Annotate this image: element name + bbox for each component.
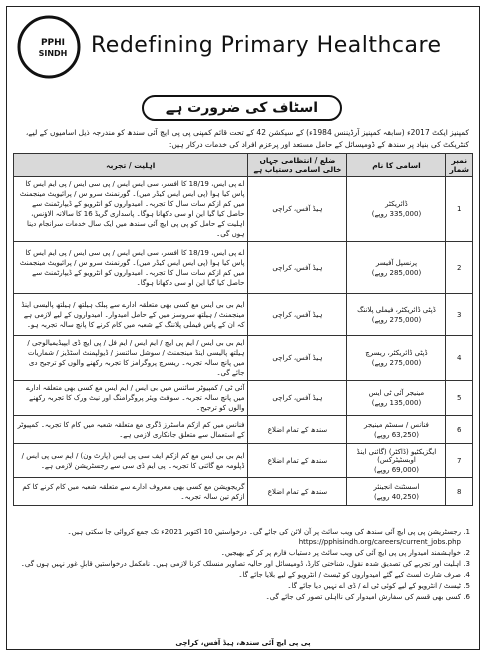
row-position [347, 416, 446, 444]
position-salary: (135,000 روپے) [371, 399, 422, 407]
logo-text-bottom: SINDH [38, 49, 68, 58]
note-item: 2. خواہشمند امیدوار پی پی ایچ آئی کی ویب سائٹ پر دستیاب فارم پر کر کے بھیجیں۔ [15, 548, 461, 558]
position-salary: (275,000 روپے) [371, 359, 422, 367]
header-position: اسامی کا نام [347, 154, 446, 177]
position-title: فنانس / سسٹم مینیجر [364, 420, 429, 429]
row-position [347, 336, 446, 381]
header [7, 7, 479, 87]
note-text: رجسٹریشن پی پی ایچ آئی سندھ کی ویب سائٹ پر آن لائن کی جائے گی۔ درخواستیں 10 اکتوبر 2021ء تک جمع کروائی جا سکتی ہیں۔ [67, 528, 461, 536]
row-requirements: ایم بی بی ایس مع کم ازکم ایف سی پی ایس (پارٹ ون) / ایم سی پی ایس / ڈپلومہ مع گائنی کا تجربہ۔ پی ایم ڈی سی سے رجسٹریشن لازمی ہے۔ [14, 444, 248, 478]
row-sr: 3 [446, 294, 473, 336]
header-requirements: اہلیت / تجربہ [14, 154, 248, 177]
position-title: مینیجر آئی ٹی ایس [368, 389, 425, 397]
row-requirements: فنانس میں کم ازکم ماسٹرز ڈگری مع متعلقہ شعبہ میں کام کا تجربہ۔ کمپیوٹر کے استعمال سے متعلق جانکاری لازمی ہے۔ [14, 416, 248, 444]
row-location: ہیڈ آفس، کراچی [248, 177, 347, 242]
notes-list [15, 527, 471, 602]
row-location: ہیڈ آفس، کراچی [248, 381, 347, 416]
tagline: Redefining Primary Healthcare [91, 33, 442, 58]
row-requirements: آئی ٹی / کمپیوٹر سائنس میں بی ایس / ایم ایس مع کسی بھی متعلقہ ادارے میں پانچ سالہ تجربہ۔ سوفٹ ویئر پروگرامنگ اور نیٹ ورک کا تجربہ رکھنے والوں کو ترجیح۔ [14, 381, 248, 416]
table-row [14, 242, 473, 294]
row-requirements: اے پی ایس، 18/19 کا افسر، سی ایس ایس / پی سی ایس / پی ایم ایس کا پاس کیا ہوا (پی ایس ایس کیڈر میں)۔ گورنمنٹ سرو س / پرائیویٹ مینجمنٹ میں کم ازکم سات سال کا تجربہ۔ امیدواروں کو انٹرویو کے ڈیپارٹمنٹ سے حاصل کیا گیا این او سی دکھانا ہوگا۔ [14, 242, 248, 294]
row-position [347, 444, 446, 478]
row-position [347, 242, 446, 294]
position-title: ڈپٹی ڈائریکٹر، فیملی پلاننگ [357, 305, 436, 314]
row-sr: 8 [446, 478, 473, 506]
position-salary: (63,250 روپے) [373, 430, 419, 439]
note-item: 3. اہلیت اور تجربے کی تصدیق شدہ نقول، شناختی کارڈ، ڈومیسائل اور حالیہ تصاویر منسلک کرنا لازمی ہیں۔ نامکمل درخواستیں قابلِ غور نہیں ہوں گی۔ [15, 559, 461, 569]
intro-paragraph: کمپنیز ایکٹ 2017ء (سابقہ کمپنیز آرڈیننس 1984ء) کے سیکشن 42 کے تحت قائم کمپنی پی پی ایچ آئی سندھ کو مندرجہ ذیل اسامیوں کے لیے، کنٹریکٹ کی بنیاد پر سندھ کے ڈومیسائل کے حامل مستعد اور پرعزم افراد کی خدمات درکار ہیں: [25, 128, 469, 149]
table-row [14, 177, 473, 242]
careers-link[interactable]: https://pphisindh.org/careers/current_jobs.php [298, 538, 461, 546]
header-location: ضلع / انتظامی جہاں خالی اسامی دستیاب ہے [248, 154, 347, 177]
row-position [347, 478, 446, 506]
hiring-banner: اسٹاف کی ضرورت ہے [142, 95, 342, 121]
row-location: سندھ کے تمام اضلاع [248, 444, 347, 478]
position-title: ڈپٹی ڈائریکٹر، ریسرچ [365, 349, 428, 357]
position-salary: (40,250 روپے) [373, 492, 419, 501]
row-sr: 7 [446, 444, 473, 478]
table-row [14, 444, 473, 478]
note-item: 6. کسی بھی قسم کی سفارش امیدوار کی نااہلی تصور کی جائے گی۔ [15, 592, 461, 602]
row-location: ہیڈ آفس، کراچی [248, 242, 347, 294]
row-position [347, 294, 446, 336]
row-location: ہیڈ آفس، کراچی [248, 294, 347, 336]
position-salary: (275,000 روپے) [371, 315, 422, 324]
row-sr: 1 [446, 177, 473, 242]
header-sr: نمبر شمار [446, 154, 473, 177]
row-position [347, 177, 446, 242]
row-sr: 4 [446, 336, 473, 381]
row-requirements: اے پی ایس، 18/19 کا افسر، سی ایس ایس / پی سی ایس / پی ایم ایس کا پاس کیا ہوا (پی ایس ایس کیڈر میں)۔ گورنمنٹ سرو س / پرائیویٹ مینجمنٹ میں کم ازکم سات سال کا تجربہ۔ امیدواروں کو انٹرویو کے ڈیپارٹمنٹ سے حاصل کیا گیا این او سی دکھانا ہوگا۔ پاسداری گریڈ 16 کا سالانہ الاؤنس، اہلیت کے حامل کو پی پی ایچ آئی سندھ میں ایک سال خدمات سرانجام دینا ہوں گی۔ [14, 177, 248, 242]
footer-text: پی پی ایچ آئی سندھ، ہیڈ آفس، کراچی [175, 639, 311, 647]
row-position [347, 381, 446, 416]
table-header-row [14, 154, 473, 177]
position-salary: (335,000 روپے) [371, 210, 422, 218]
job-advertisement [6, 6, 480, 650]
note-item: 4. صرف شارٹ لسٹ کیے گئے امیدواروں کو ٹیسٹ / انٹرویو کے لیے بلایا جائے گا۔ [15, 570, 461, 580]
table-row [14, 416, 473, 444]
pphi-sindh-logo-icon [17, 15, 81, 79]
row-requirements: گریجویشن مع کسی بھی معروف ادارے سے متعلقہ شعبہ میں کام کرنے کا کم ازکم تین سالہ تجربہ۔ [14, 478, 248, 506]
table-row [14, 381, 473, 416]
row-location: سندھ کے تمام اضلاع [248, 478, 347, 506]
position-title: پرنسپل آفیسر [375, 258, 418, 267]
table-row [14, 294, 473, 336]
jobs-table [13, 153, 473, 506]
row-requirements: ایم بی بی ایس / ایم پی ایچ / ایم ایس / ایم فل / پی ایچ ڈی ایپیڈیمیالوجی / ہیلتھ پالیسی اینڈ مینجمنٹ / سوشل سائنسز / ڈیولپمنٹ اسٹڈیز / شماریات میں پانچ سالہ تجربہ۔ ریسرچ پروگرامز کا تجربہ رکھنے والوں کو ترجیح دی جائے گی۔ [14, 336, 248, 381]
row-sr: 5 [446, 381, 473, 416]
position-salary: (69,000 روپے) [373, 465, 419, 474]
row-requirements: ایم بی بی ایس مع کسی بھی متعلقہ ادارے سے پبلک ہیلتھ / ہیلتھ پالیسی اینڈ مینجمنٹ / ہیلتھ سروسز میں کے حامل امیدوار۔ امیدواروں کے لیے لازمی ہے کہ ان کے پاس فیملی پلاننگ کے شعبہ میں کام کرنے کا پانچ سالہ تجربہ ہو۔ [14, 294, 248, 336]
logo-text-top: PPHI [40, 38, 66, 48]
row-location: ہیڈ آفس، کراچی [248, 336, 347, 381]
note-item [15, 527, 461, 547]
row-location: سندھ کے تمام اضلاع [248, 416, 347, 444]
row-sr: 2 [446, 242, 473, 294]
row-sr: 6 [446, 416, 473, 444]
table-row [14, 336, 473, 381]
position-title: ڈائریکٹر [385, 200, 408, 208]
position-title: اسسٹنٹ انجینئر [373, 482, 420, 491]
table-row [14, 478, 473, 506]
position-title: ایگزیکٹیو (ڈاکٹر) (گائنی اینڈ اوبسٹیٹرکس) [356, 447, 437, 464]
note-item: 5. ٹیسٹ / انٹرویو کے لیے کوئی ٹی اے / ڈی اے نہیں دیا جائے گا۔ [15, 581, 461, 591]
position-salary: (285,000 روپے) [371, 268, 422, 277]
notes-section [15, 527, 471, 603]
